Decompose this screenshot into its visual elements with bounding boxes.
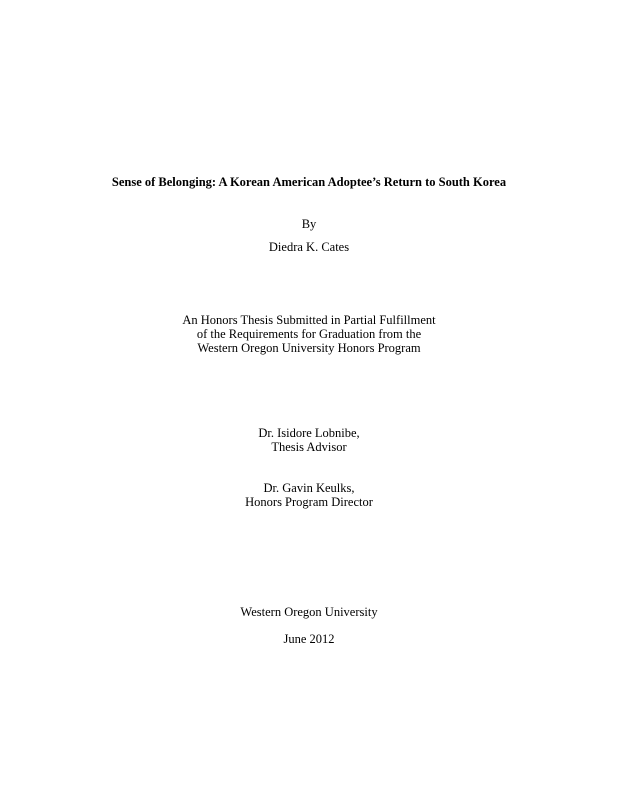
submission-date: June 2012 xyxy=(283,632,335,646)
advisor-name: Dr. Isidore Lobnibe, xyxy=(258,426,360,440)
submission-line-2: of the Requirements for Graduation from the xyxy=(196,327,422,341)
thesis-title: Sense of Belonging: A Korean American Adoptee’s Return to South Korea xyxy=(111,175,507,189)
by-label: By xyxy=(301,217,317,231)
institution-name: Western Oregon University xyxy=(240,605,378,619)
submission-line-3: Western Oregon University Honors Program xyxy=(197,341,421,355)
author-name: Diedra K. Cates xyxy=(268,240,350,254)
advisor-role: Thesis Advisor xyxy=(271,440,347,454)
submission-line-1: An Honors Thesis Submitted in Partial Fulfillment xyxy=(182,313,436,327)
director-name: Dr. Gavin Keulks, xyxy=(263,481,355,495)
director-role: Honors Program Director xyxy=(245,495,373,509)
